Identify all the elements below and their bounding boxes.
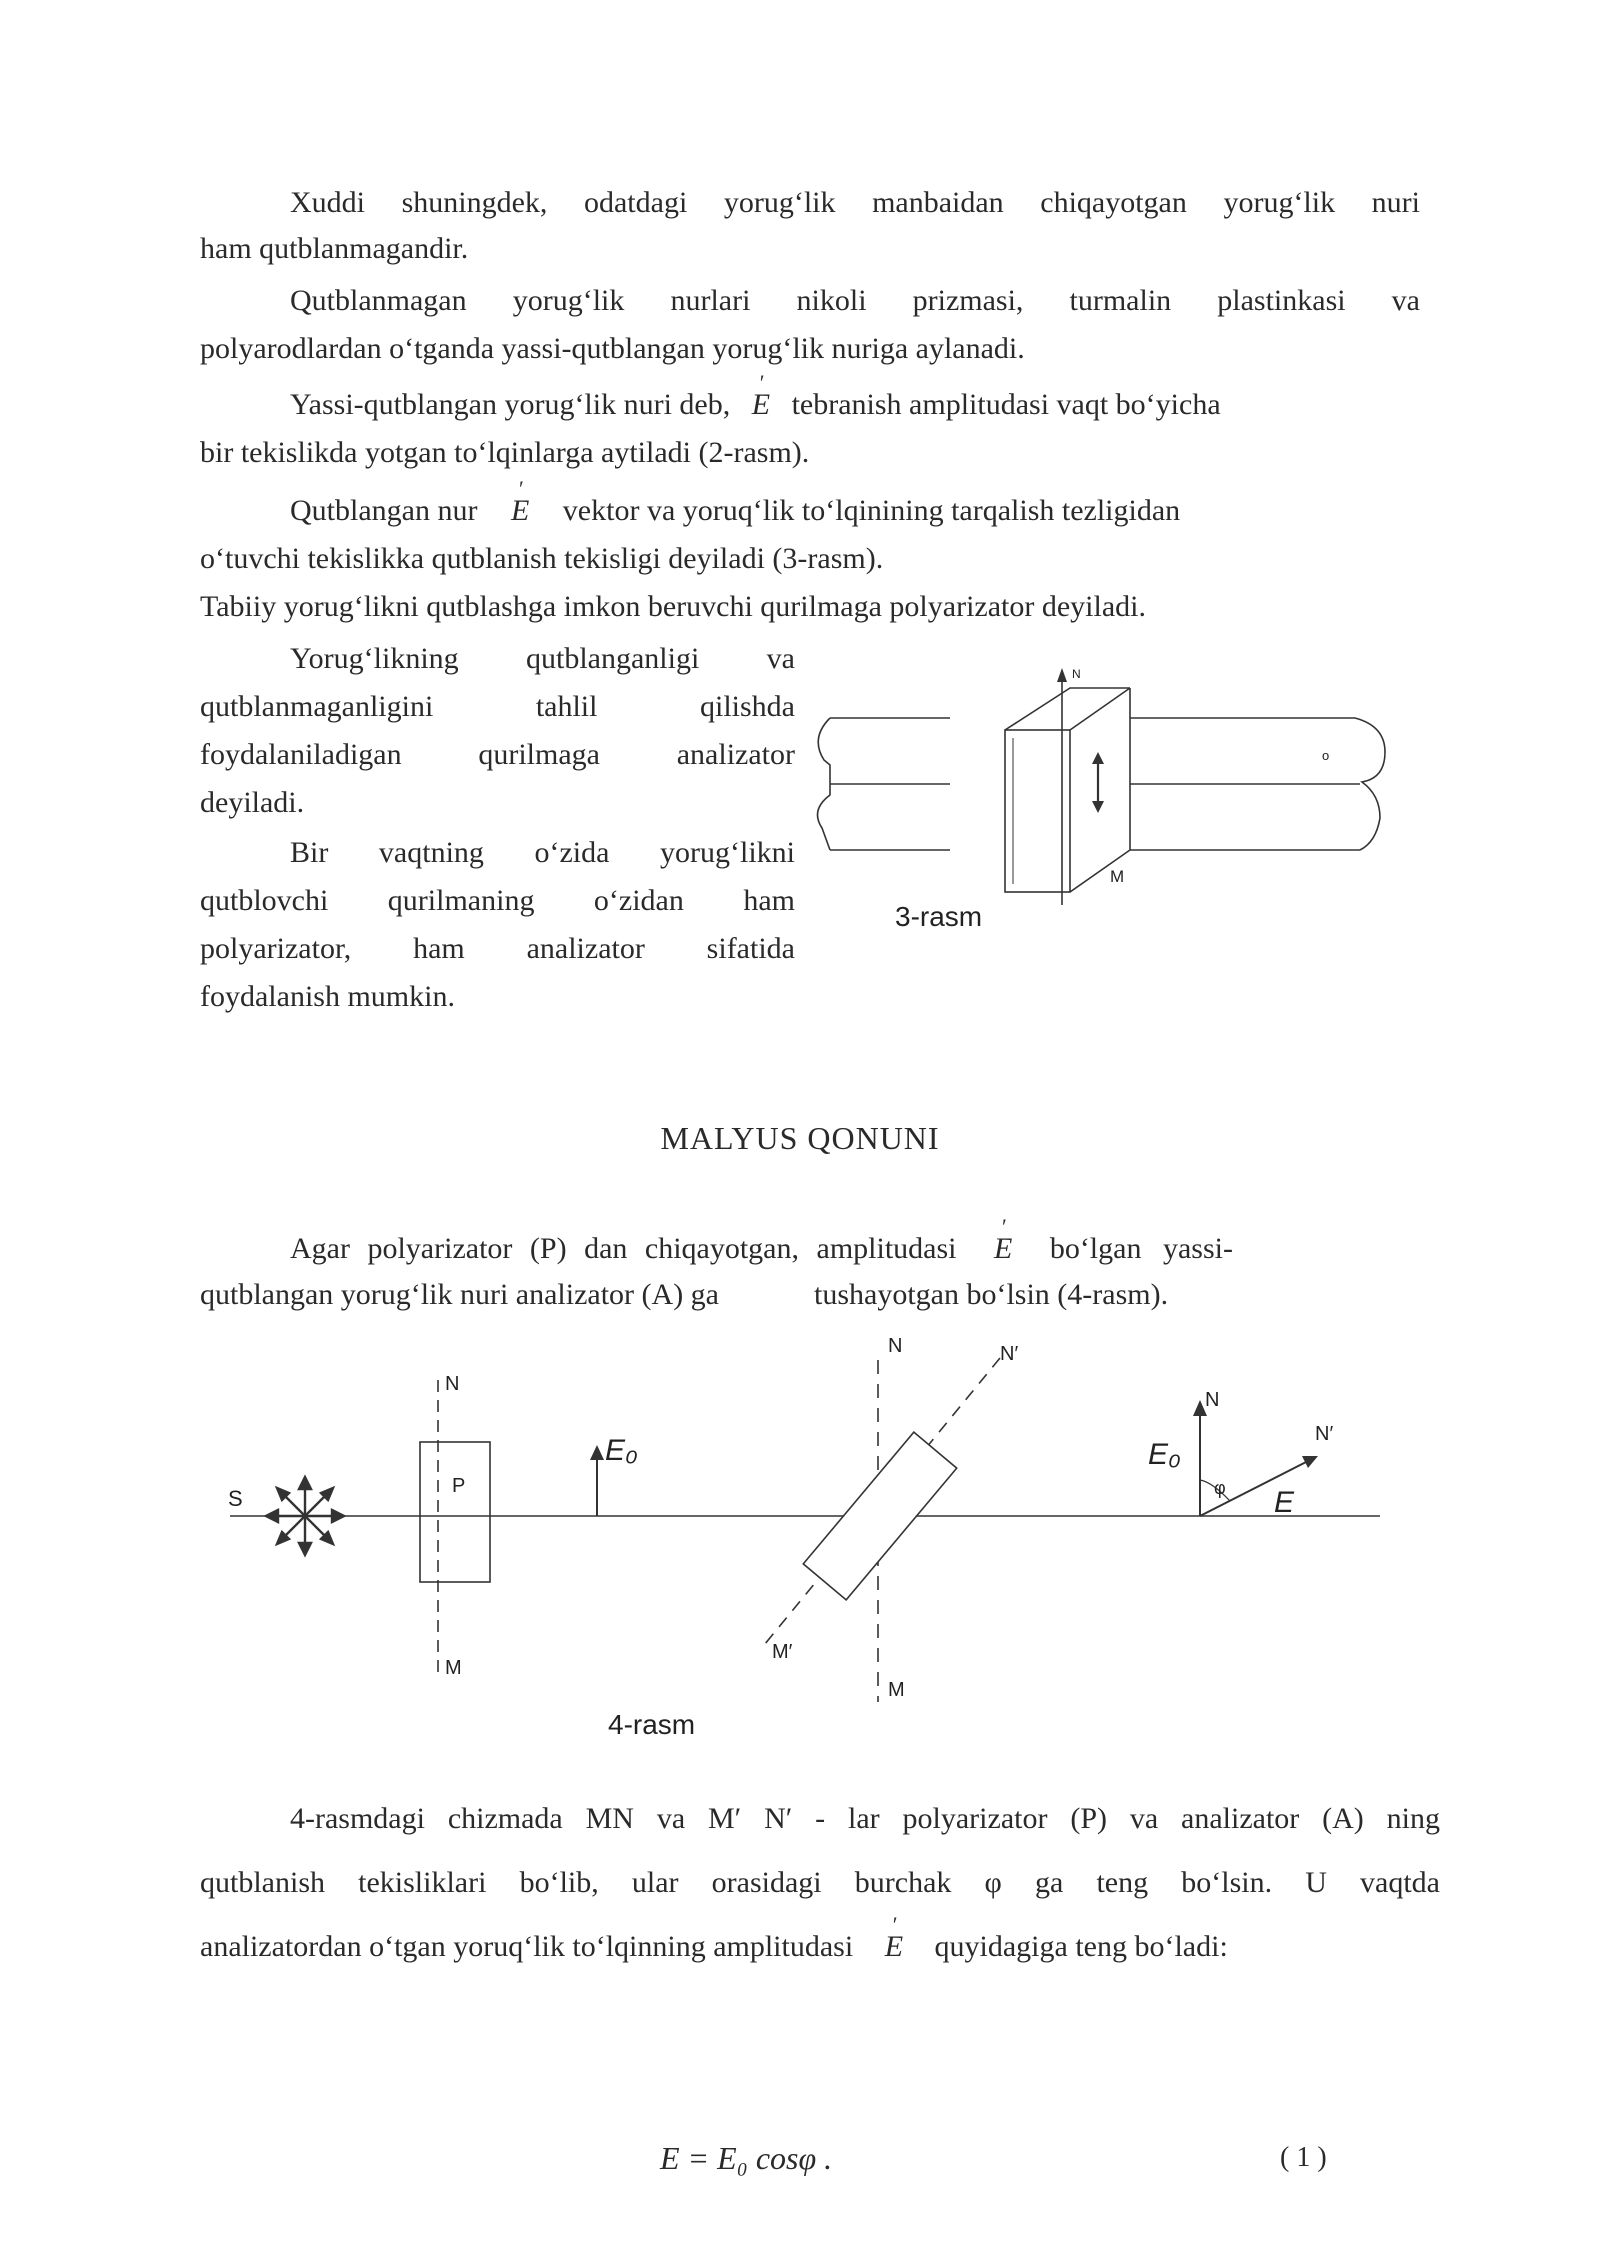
polarizer-front-face: [1005, 688, 1130, 730]
figure-4-label-phi: φ: [1214, 1478, 1226, 1498]
paragraph-8-line-2: [200, 1272, 1168, 1318]
figure-3-label-m: M: [1110, 867, 1125, 886]
paragraph-4-line-1: [290, 488, 1180, 534]
paragraph-3-text-b: tebranish amplitudasi vaqt bo‘yicha: [791, 388, 1221, 421]
e0-vector-arrowhead: [590, 1445, 604, 1460]
vector-e-symbol: ′ E: [752, 382, 770, 428]
figure-4-label-m-polarizer: M: [445, 1657, 462, 1679]
figure-4-label-n-prime-vector: N′: [1315, 1423, 1334, 1445]
section-heading: MALYUS QONUNI: [660, 1120, 940, 1156]
figure-4-label-n-analyzer: N: [888, 1335, 903, 1357]
paragraph-4-text-b: vektor va yoruq‘lik to‘lqinining tarqalish tezligidan: [562, 494, 1181, 527]
paragraph-9-line-3: [200, 1924, 1440, 1970]
paragraph-3-line-2: bir tekislikda yotgan to‘lqinlarga aytiladi (2-rasm).: [200, 436, 810, 469]
figure-4-label-e0-vector: E₀: [1148, 1438, 1181, 1471]
malus-formula: E = E₀ cosφ .: [660, 2140, 833, 2176]
paragraph-7-line-1: Bir vaqtning o‘zida yorug‘likni: [290, 836, 795, 869]
polarizer-box: [420, 1442, 490, 1582]
figure-4-label-p: P: [452, 1475, 466, 1497]
paragraph-6-line-3: foydalaniladigan qurilmaga analizator: [200, 738, 795, 771]
figure-4-label-e0: E₀: [605, 1434, 638, 1467]
paragraph-7-line-3: polyarizator, ham analizator sifatida: [200, 932, 795, 965]
paragraph-5: Tabiiy yorug‘likni qutblashga imkon beruvchi qurilmaga polyarizator deyiladi.: [200, 590, 1146, 623]
paragraph-7-line-2: qutblovchi qurilmaning o‘zidan ham: [200, 884, 795, 917]
figure-3-label-o: o: [1322, 748, 1330, 763]
oscillation-arrowhead-up: [1092, 752, 1104, 764]
paragraph-8-text-a: Agar polyarizator (P) dan chiqayotgan, amplitudasi: [290, 1232, 957, 1265]
vector-e-symbol: ′ E: [511, 488, 529, 534]
figure-4-label-n-vector: N: [1205, 1389, 1220, 1411]
paragraph-1-line-1: Xuddi shuningdek, odatdagi yorug‘lik manbaidan chiqayotgan yorug‘lik nuri: [290, 186, 1420, 219]
axis-arrowhead: [1057, 668, 1067, 682]
figure-3-diagram: [800, 660, 1420, 950]
figure-4-label-s: S: [228, 1486, 243, 1511]
paragraph-9-line-2: qutblanish tekisliklari bo‘lib, ular orasidagi burchak φ ga teng bo‘lsin. U vaqtda: [200, 1866, 1440, 1899]
vector-e-symbol: ′ E: [994, 1226, 1012, 1272]
paragraph-8-text-d: tushayotgan bo‘lsin (4-rasm).: [814, 1278, 1169, 1311]
paragraph-9-text-a: analizatordan o‘tgan yoruq‘lik to‘lqinning amplitudasi: [200, 1930, 854, 1963]
paragraph-6-line-1: Yorug‘likning qutblanganligi va: [290, 642, 795, 675]
paragraph-1-line-2: ham qutblanmagandir.: [200, 232, 469, 265]
paragraph-7-line-4: foydalanish mumkin.: [200, 980, 455, 1013]
paragraph-3-text-a: Yassi-qutblangan yorug‘lik nuri deb,: [290, 388, 731, 421]
formula-number: ( 1 ): [1280, 2142, 1327, 2173]
figure-4-caption: 4-rasm: [608, 1709, 696, 1740]
figure-4-diagram: [200, 1330, 1400, 1750]
figure-4-label-e-vector: E: [1274, 1486, 1295, 1519]
figure-4-label-n-polarizer: N: [445, 1373, 460, 1395]
beam-tube-left-end: [818, 718, 831, 850]
figure-3-caption: 3-rasm: [895, 901, 983, 932]
vector-e-symbol: ′ E: [885, 1924, 903, 1970]
figure-4-label-n-prime-analyzer: N′: [1000, 1343, 1019, 1365]
paragraph-4-line-2: o‘tuvchi tekislikka qutblanish tekisligi deyiladi (3-rasm).: [200, 542, 884, 575]
paragraph-3-line-1: [290, 382, 1221, 428]
paragraph-6-line-2: qutblanmaganligini tahlil qilishda: [200, 690, 795, 723]
figure-4-label-m-prime-analyzer: M′: [772, 1641, 793, 1663]
figure-3-label-n: N: [1072, 667, 1081, 681]
paragraph-8-text-b: bo‘lgan yassi-: [1049, 1232, 1233, 1265]
paragraph-9-line-1: 4-rasmdagi chizmada MN va M′ N′ - lar polyarizator (P) va analizator (A) ning: [290, 1802, 1440, 1835]
paragraph-8-line-1: [290, 1226, 1430, 1272]
paragraph-2-line-2: polyarodlardan o‘tganda yassi-qutblangan yorug‘lik nuriga aylanadi.: [200, 332, 1025, 365]
paragraph-6-line-4: deyiladi.: [200, 786, 305, 819]
paragraph-9-text-b: quyidagiga teng bo‘ladi:: [934, 1930, 1228, 1963]
paragraph-2-line-1: Qutblanmagan yorug‘lik nurlari nikoli prizmasi, turmalin plastinkasi va: [290, 284, 1420, 317]
oscillation-arrowhead-down: [1092, 801, 1104, 813]
polarizer-face: [1005, 730, 1070, 892]
figure-4-label-m-analyzer: M: [888, 1679, 905, 1701]
paragraph-4-text-a: Qutblangan nur: [290, 494, 478, 527]
paragraph-8-text-c: qutblangan yorug‘lik nuri analizator (A) ga: [200, 1278, 719, 1311]
unpolarized-light-symbol: [266, 1477, 344, 1555]
